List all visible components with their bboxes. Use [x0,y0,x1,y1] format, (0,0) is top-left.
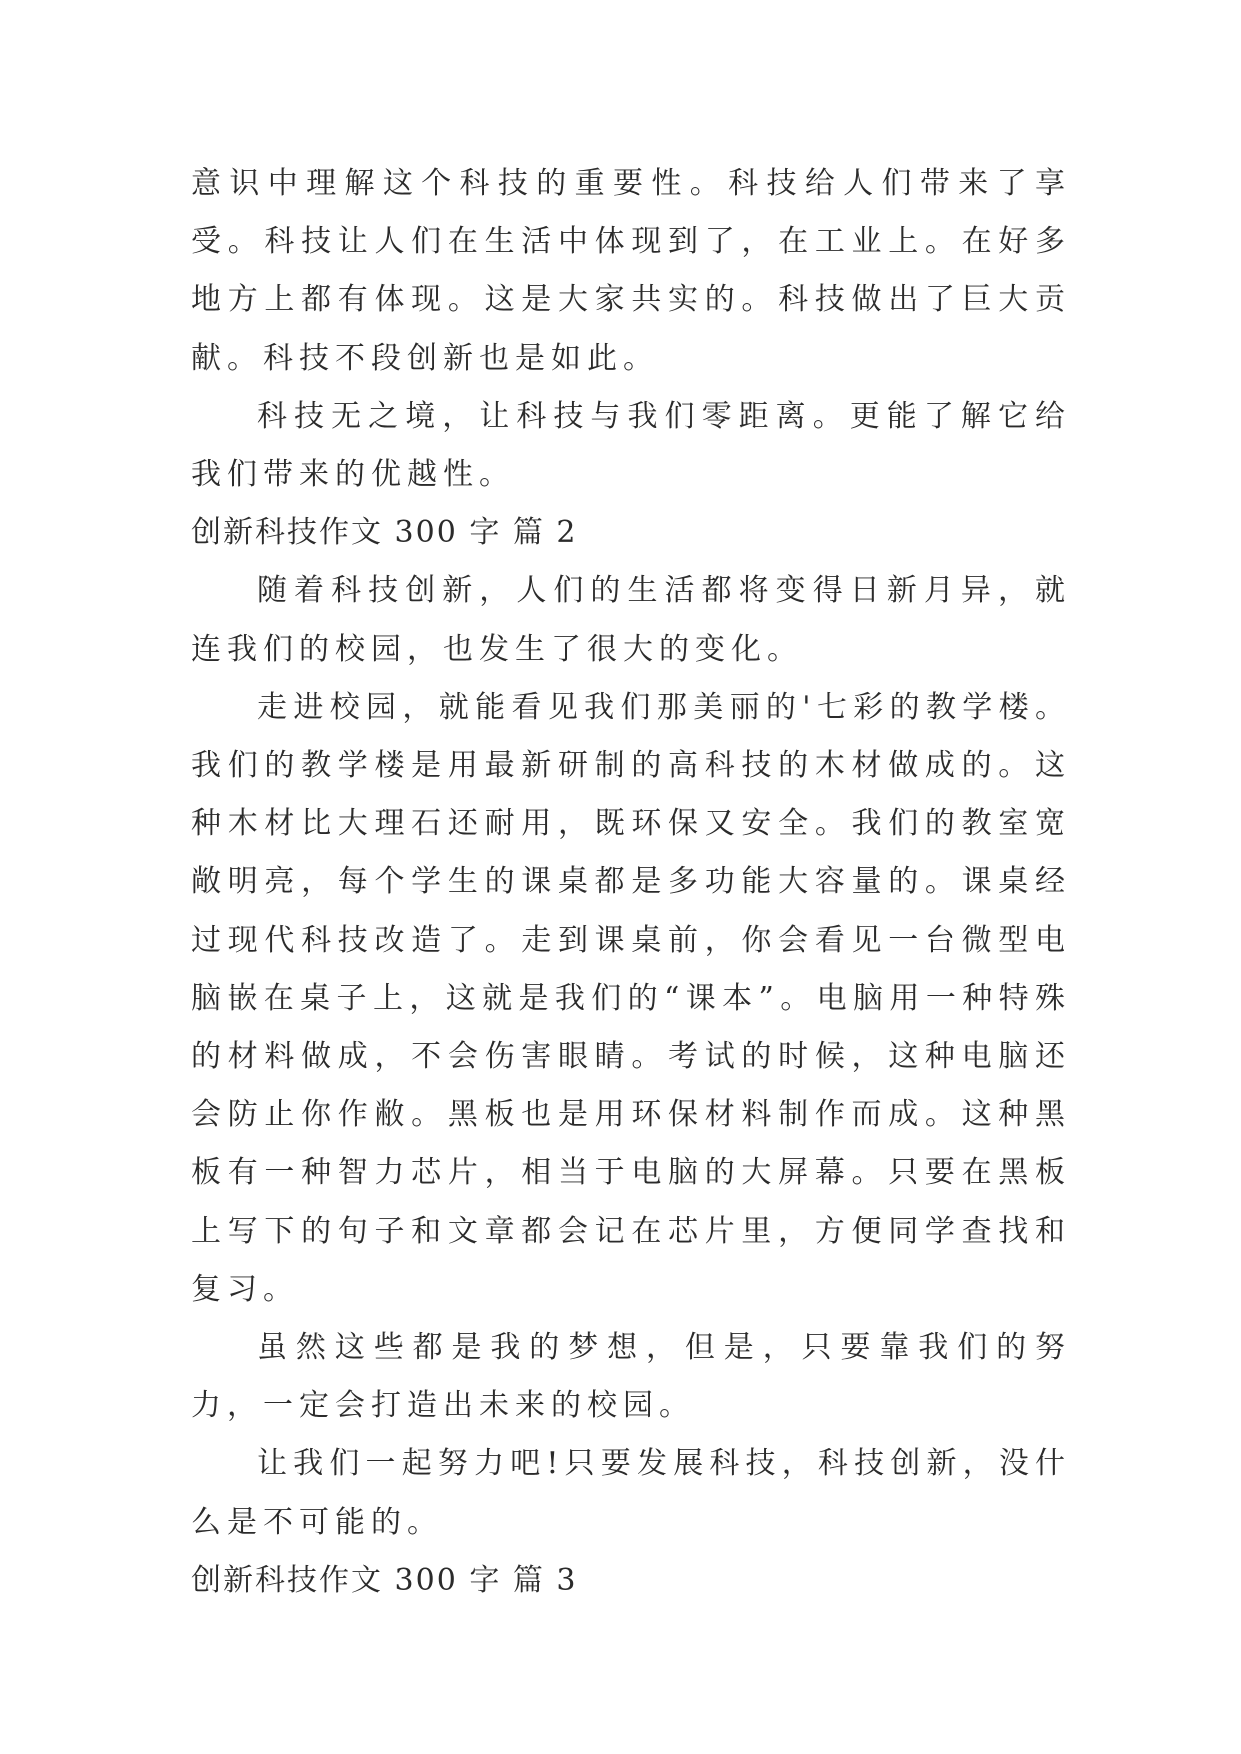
paragraph-3: 随着科技创新，人们的生活都将变得日新月异，就连我们的校园，也发生了很大的变化。 [191,573,1071,667]
document-body [191,155,1071,1610]
section-heading-2: 创新科技作文 300 字 篇 2 [191,515,578,551]
paragraph-5: 虽然这些都是我的梦想，但是，只要靠我们的努力，一定会打造出未来的校园。 [191,1330,1071,1424]
paragraph-2: 科技无之境，让科技与我们零距离。更能了解它给我们带来的优越性。 [191,398,1071,493]
section-heading-3: 创新科技作文 300 字 篇 3 [191,1562,578,1598]
paragraph-4: 走进校园，就能看见我们那美丽的'七彩的教学楼。我们的教学楼是用最新研制的高科技的木材做成的。这种木材比大理石还耐用，既环保又安全。我们的教室宽敞明亮，每个学生的课桌都是多功能大容量的。课桌经过现代科技改造了。走到课桌前，你会看见一台微型电脑嵌在桌子上，这就是我们的“课本”。电脑用一种特殊的材料做成，不会伤害眼睛。考试的时候，这种电脑还会防止你作敝。黑板也是用环保材料制作而成。这种黑板有一种智力芯片，相当于电脑的大屏幕。只要在黑板上写下的句子和文章都会记在芯片里，方便同学查找和复习。 [191,689,1071,1307]
paragraph-6: 让我们一起努力吧!只要发展科技，科技创新，没什么是不可能的。 [191,1446,1071,1540]
paragraph-1: 意识中理解这个科技的重要性。科技给人们带来了享受。科技让人们在生活中体现到了，在工业上。在好多地方上都有体现。这是大家共实的。科技做出了巨大贡献。科技不段创新也是如此。 [191,166,1071,376]
